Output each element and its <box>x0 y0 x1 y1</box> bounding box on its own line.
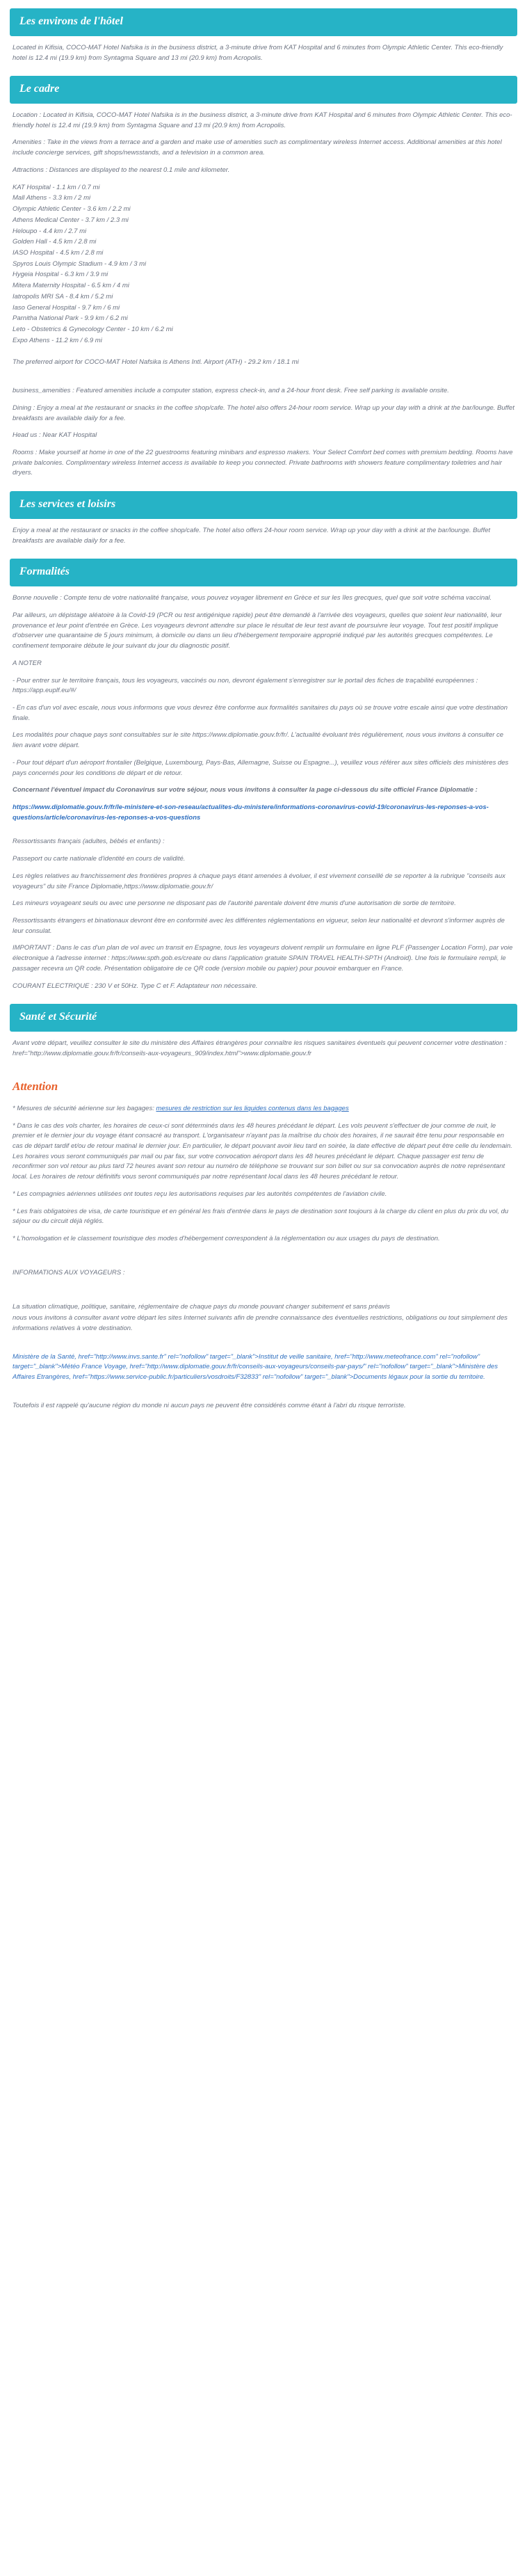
section-header-formalites: Formalités <box>10 559 517 586</box>
list-item: Olympic Athletic Center - 3.6 km / 2.2 mi <box>13 205 131 214</box>
baggage-restrictions-link[interactable]: mesures de restriction sur les liquides contenus dans les bagages <box>156 1104 349 1112</box>
environs-paragraph: Located in Kifisia, COCO-MAT Hotel Nafsika is in the business district, a 3-minute drive from KAT Hospital and 6 minutes from Olympic Athletic Center. This eco-friendly hotel is 12.4 mi (19.9 km) from Syntagma Square and 13 mi (20.9 km) from Acropolis. <box>13 43 503 62</box>
attention-paragraph: La situation climatique, politique, sanitaire, réglementaire de chaque pays du monde pouvant changer subitement et sans préavis <box>13 1302 390 1311</box>
list-item: Mitera Maternity Hospital - 6.5 km / 4 mi <box>13 282 129 290</box>
services-paragraph: Enjoy a meal at the restaurant or snacks in the coffee shop/cafe. The hotel also offers 24-hour room service. Wrap up your day with a drink at the bar/lounge. Buffet breakfasts are available daily for a fee. <box>13 526 491 545</box>
list-item: Expo Athens - 11.2 km / 6.9 mi <box>13 336 102 344</box>
section-header-cadre: Le cadre <box>10 76 517 104</box>
attention-official-links[interactable]: Ministère de la Santé, href="http://www.invs.sante.fr" rel="nofollow" target="_blank">Institut de veille sanitaire, href="http://www.meteofrance.com" rel="nofollow" target="_blank">Météo France Voyage, href="http://www.diplomatie.gouv.fr/fr/conseils-aux-voyageurs/conseils-par-pays/" rel="nofollow" target="_blank">Ministère des Affaires Etrangères, href="https://www.service-public.fr/particuliers/vosdroits/F32833" rel="nofollow" target="_blank">Documents légaux pour la sortie du territoire. <box>13 1352 498 1382</box>
formalites-paragraph: Par ailleurs, un dépistage aléatoire à la Covid-19 (PCR ou test antigénique rapide) peut être demandé à l'arrivée des voyageurs, quelles que soient leur nationalité, leur provenance et leur point d'entrée en Grèce. Les voyageurs devront attendre sur place le résultat de leur test avant de poursuivre leur voyage. Tout test positif implique d'observer une quarantaine de 5 jours minimum, à domicile ou dans un lieu d'hébergement temporaire approprié indiqué par les autorités grecques compétentes. Le confinement temporaire débute le jour suivant du jour du diagnostic positif. <box>13 611 502 650</box>
attention-paragraph: * Dans le cas des vols charter, les horaires de ceux-ci sont déterminés dans les 48 heures précédant le départ. Les vols peuvent s'effectuer de jour comme de nuit, le premier et le dernier jour du voyage étant consacré au transport. L'organisateur n'ayant pas la maîtrise du choix des horaires, il ne saurait être tenu pour responsable en cas de départ tardif et/ou de retour matinal le dernier jour. En particulier, le départ pouvant avoir lieu tard en soirée, la date effective de départ peut être celle du lendemain. Les horaires vous seront communiqués par mail ou par fax, sur votre convocation aéroport dans les 48 heures précédant le départ. Chaque passager est tenu de reconfirmer son vol retour au plus tard 72 heures avant son retour au numéro de téléphone se trouvant sur son billet ou sur sa convocation auprès de notre représentant local. Les horaires de retour définitifs vous seront communiqués par notre représentant local dans les 48 heures précédant le retour. <box>13 1121 512 1181</box>
formalites-paragraph: - En cas d'un vol avec escale, nous vous informons que vous devrez être conforme aux formalités sanitaires du pays où se trouve votre escale ainsi que votre destination finale. <box>13 703 508 722</box>
attention-baggage-prefix: * Mesures de sécurité aérienne sur les bagages: <box>13 1104 156 1112</box>
formalites-paragraph: Passeport ou carte nationale d'identité en cours de validité. <box>13 855 186 863</box>
list-item: Athens Medical Center - 3.7 km / 2.3 mi <box>13 216 129 224</box>
list-item: Iaso General Hospital - 9.7 km / 6 mi <box>13 303 120 312</box>
attention-paragraph: * L'homologation et le classement touristique des modes d'hébergement correspondent à la réglementation ou aux usages du pays de destination. <box>13 1235 440 1243</box>
formalites-covid-heading: Concernant l'éventuel impact du Coronavirus sur votre séjour, nous vous invitons à consulter la page ci-dessous du site officiel France Diplomatie : <box>13 786 478 794</box>
section-body-environs <box>0 43 527 63</box>
list-item: IASO Hospital - 4.5 km / 2.8 mi <box>13 248 104 257</box>
section-header-attention: Attention <box>13 1079 58 1093</box>
formalites-important: IMPORTANT : Dans le cas d'un plan de vol avec un transit en Espagne, tous les voyageurs doivent remplir un formulaire en ligne PLF (Passenger Location Form), par voie électronique à l'adresse internet : https://www.spth.gob.es/create ou dans l'application gratuite SPAIN TRAVEL HEALTH-SPTH (Android). Une fois le formulaire rempli, le passager recevra un QR code. Présentation obligatoire de ce QR code (version mobile ou papier) pour pouvoir embarquer en France. <box>13 944 513 973</box>
attention-paragraph: * Les compagnies aériennes utilisées ont toutes reçu les autorisations requises par les autorités compétentes de l'aviation civile. <box>13 1190 387 1198</box>
cadre-location: Location : Located in Kifisia, COCO-MAT Hotel Nafsika is in the business district, a 3-minute drive from KAT Hospital and 6 minutes from Olympic Athletic Center. This eco-friendly hotel is 12.4 mi (19.9 km) from Syntagma Square and 13 mi (20.9 km) from Acropolis. <box>13 111 512 129</box>
list-item: Golden Hall - 4.5 km / 2.8 mi <box>13 238 97 246</box>
list-item: Parnitha National Park - 9.9 km / 6.2 mi <box>13 314 128 323</box>
formalites-covid-link[interactable]: https://www.diplomatie.gouv.fr/fr/le-ministere-et-son-reseau/actualites-du-ministere/informations-coronavirus-covid-19/coronavirus-les-reponses-a-vos-questions/article/coronavirus-les-reponses-a-vos-questions <box>13 803 489 822</box>
cadre-airport: The preferred airport for COCO-MAT Hotel Nafsika is Athens Intl. Airport (ATH) - 29.2 km / 18.1 mi <box>13 358 299 367</box>
cadre-amenities: Amenities : Take in the views from a terrace and a garden and make use of amenities such as complimentary wireless Internet access. Additional amenities at this hotel include concierge services, gift shops/newsstands, and a television in a common area. <box>13 138 502 157</box>
attention-paragraph: nous vous invitons à consulter avant votre départ les sites Internet suivants afin de prendre connaissance des éventuelles restrictions, obligations ou tout simplement des informations relatives à votre destination. <box>13 1314 508 1332</box>
section-header-services: Les services et loisirs <box>10 491 517 519</box>
section-body-sante <box>0 1039 527 1059</box>
formalites-paragraph: Les modalités pour chaque pays sont consultables sur le site https://www.diplomatie.gouv.fr/fr/. L'actualité évoluant très régulièrement, nous vous invitons à consulter ce lien avant votre départ. <box>13 731 504 750</box>
formalites-paragraph: Ressortissants étrangers et binationaux devront être en conformité avec les différentes réglementations en vigueur, selon leur nationalité et devront s'informer auprès de leur consulat. <box>13 917 505 935</box>
formalites-paragraph: - Pour entrer sur le territoire français, tous les voyageurs, vaccinés ou non, devront également s'enregistrer sur le portail des fiches de traçabilité européennes : https://app.euplf.eu/#/ <box>13 676 478 695</box>
list-item: Hygeia Hospital - 6.3 km / 3.9 mi <box>13 271 108 279</box>
section-body-attention <box>0 1104 527 1411</box>
list-item: Iatropolis MRI SA - 8.4 km / 5.2 mi <box>13 292 113 301</box>
section-body-formalites <box>0 593 527 991</box>
list-item: Leto - Obstetrics & Gynecology Center - 10 km / 6.2 mi <box>13 325 173 333</box>
attention-paragraph: * Les frais obligatoires de visa, de carte touristique et en général les frais d'entrée dans le pays de destination sont toujours à la charge du client en plus du prix du vol, du séjour ou du circuit déjà réglés. <box>13 1207 509 1226</box>
list-item: Mall Athens - 3.3 km / 2 mi <box>13 194 91 202</box>
sante-paragraph: Avant votre départ, veuillez consulter le site du ministère des Affaires étrangères pour connaître les risques sanitaires éventuels qui peuvent concerner votre destination : href="http://www.diplomatie.gouv.fr/fr/conseils-aux-voyageurs_909/index.html">www.diplomatie.gouv.fr <box>13 1039 507 1057</box>
section-header-sante: Santé et Sécurité <box>10 1004 517 1032</box>
section-body-services <box>0 526 527 546</box>
travel-document-page <box>0 8 527 1439</box>
attention-info-heading: INFORMATIONS AUX VOYAGEURS : <box>13 1268 125 1277</box>
formalites-electricity: COURANT ELECTRIQUE : 230 V et 50Hz. Type C et F. Adaptateur non nécessaire. <box>13 982 258 990</box>
list-item: KAT Hospital - 1.1 km / 0.7 mi <box>13 183 100 191</box>
attention-baggage-line <box>13 1104 514 1114</box>
list-item: Heloupo - 4.4 km / 2.7 mi <box>13 227 87 235</box>
cadre-distance-list <box>13 183 514 346</box>
cadre-business-amenities: business_amenities : Featured amenities include a computer station, express check-in, and a 24-hour front desk. Free self parking is available onsite. <box>13 387 449 395</box>
formalites-paragraph: Les mineurs voyageant seuls ou avec une personne ne disposant pas de l'autorité parentale doivent être munis d'une autorisation de sortie de territoire. <box>13 899 456 908</box>
formalites-paragraph: Bonne nouvelle : Compte tenu de votre nationalité française, vous pouvez voyager librement en Grèce et sur les îles grecques, quel que soit votre schéma vaccinal. <box>13 594 492 602</box>
formalites-paragraph: Ressortissants français (adultes, bébés et enfants) : <box>13 838 165 846</box>
attention-terrorism-note: Toutefois il est rappelé qu'aucune région du monde ni aucun pays ne peuvent être considérés comme étant à l'abri du risque terroriste. <box>13 1401 406 1409</box>
formalites-paragraph: - Pour tout départ d'un aéroport frontalier (Belgique, Luxembourg, Pays-Bas, Allemagne, Suisse ou Espagne...), veuillez vous référer aux sites officiels des ministères des pays concernés pour les conditions de départ et de retour. <box>13 758 509 777</box>
cadre-dining: Dining : Enjoy a meal at the restaurant or snacks in the coffee shop/cafe. The hotel also offers 24-hour room service. Wrap up your day with a drink at the bar/lounge. Buffet breakfasts are available daily for a fee. <box>13 403 514 422</box>
formalites-paragraph: Les règles relatives au franchissement des frontières propres à chaque pays étant amenées à évoluer, il est vivement conseillé de se reporter à la rubrique "conseils aux voyageurs" du site France Diplomatie,https://www.diplomatie.gouv.fr/ <box>13 872 505 890</box>
formalites-note-heading: A NOTER <box>13 659 42 667</box>
section-header-environs: Les environs de l'hôtel <box>10 8 517 36</box>
cadre-head-us: Head us : Near KAT Hospital <box>13 431 97 440</box>
cadre-attractions: Attractions : Distances are displayed to the nearest 0.1 mile and kilometer. <box>13 166 230 174</box>
list-item: Spyros Louis Olympic Stadium - 4.9 km / 3 mi <box>13 259 147 268</box>
section-body-cadre <box>0 111 527 479</box>
cadre-rooms: Rooms : Make yourself at home in one of the 22 guestrooms featuring minibars and espresso makers. Your Select Comfort bed comes with premium bedding. Rooms have private balconies. Complimentary wireless Internet access is available to keep you connected. Private bathrooms with showers feature complimentary toiletries and hair dryers. <box>13 449 513 477</box>
